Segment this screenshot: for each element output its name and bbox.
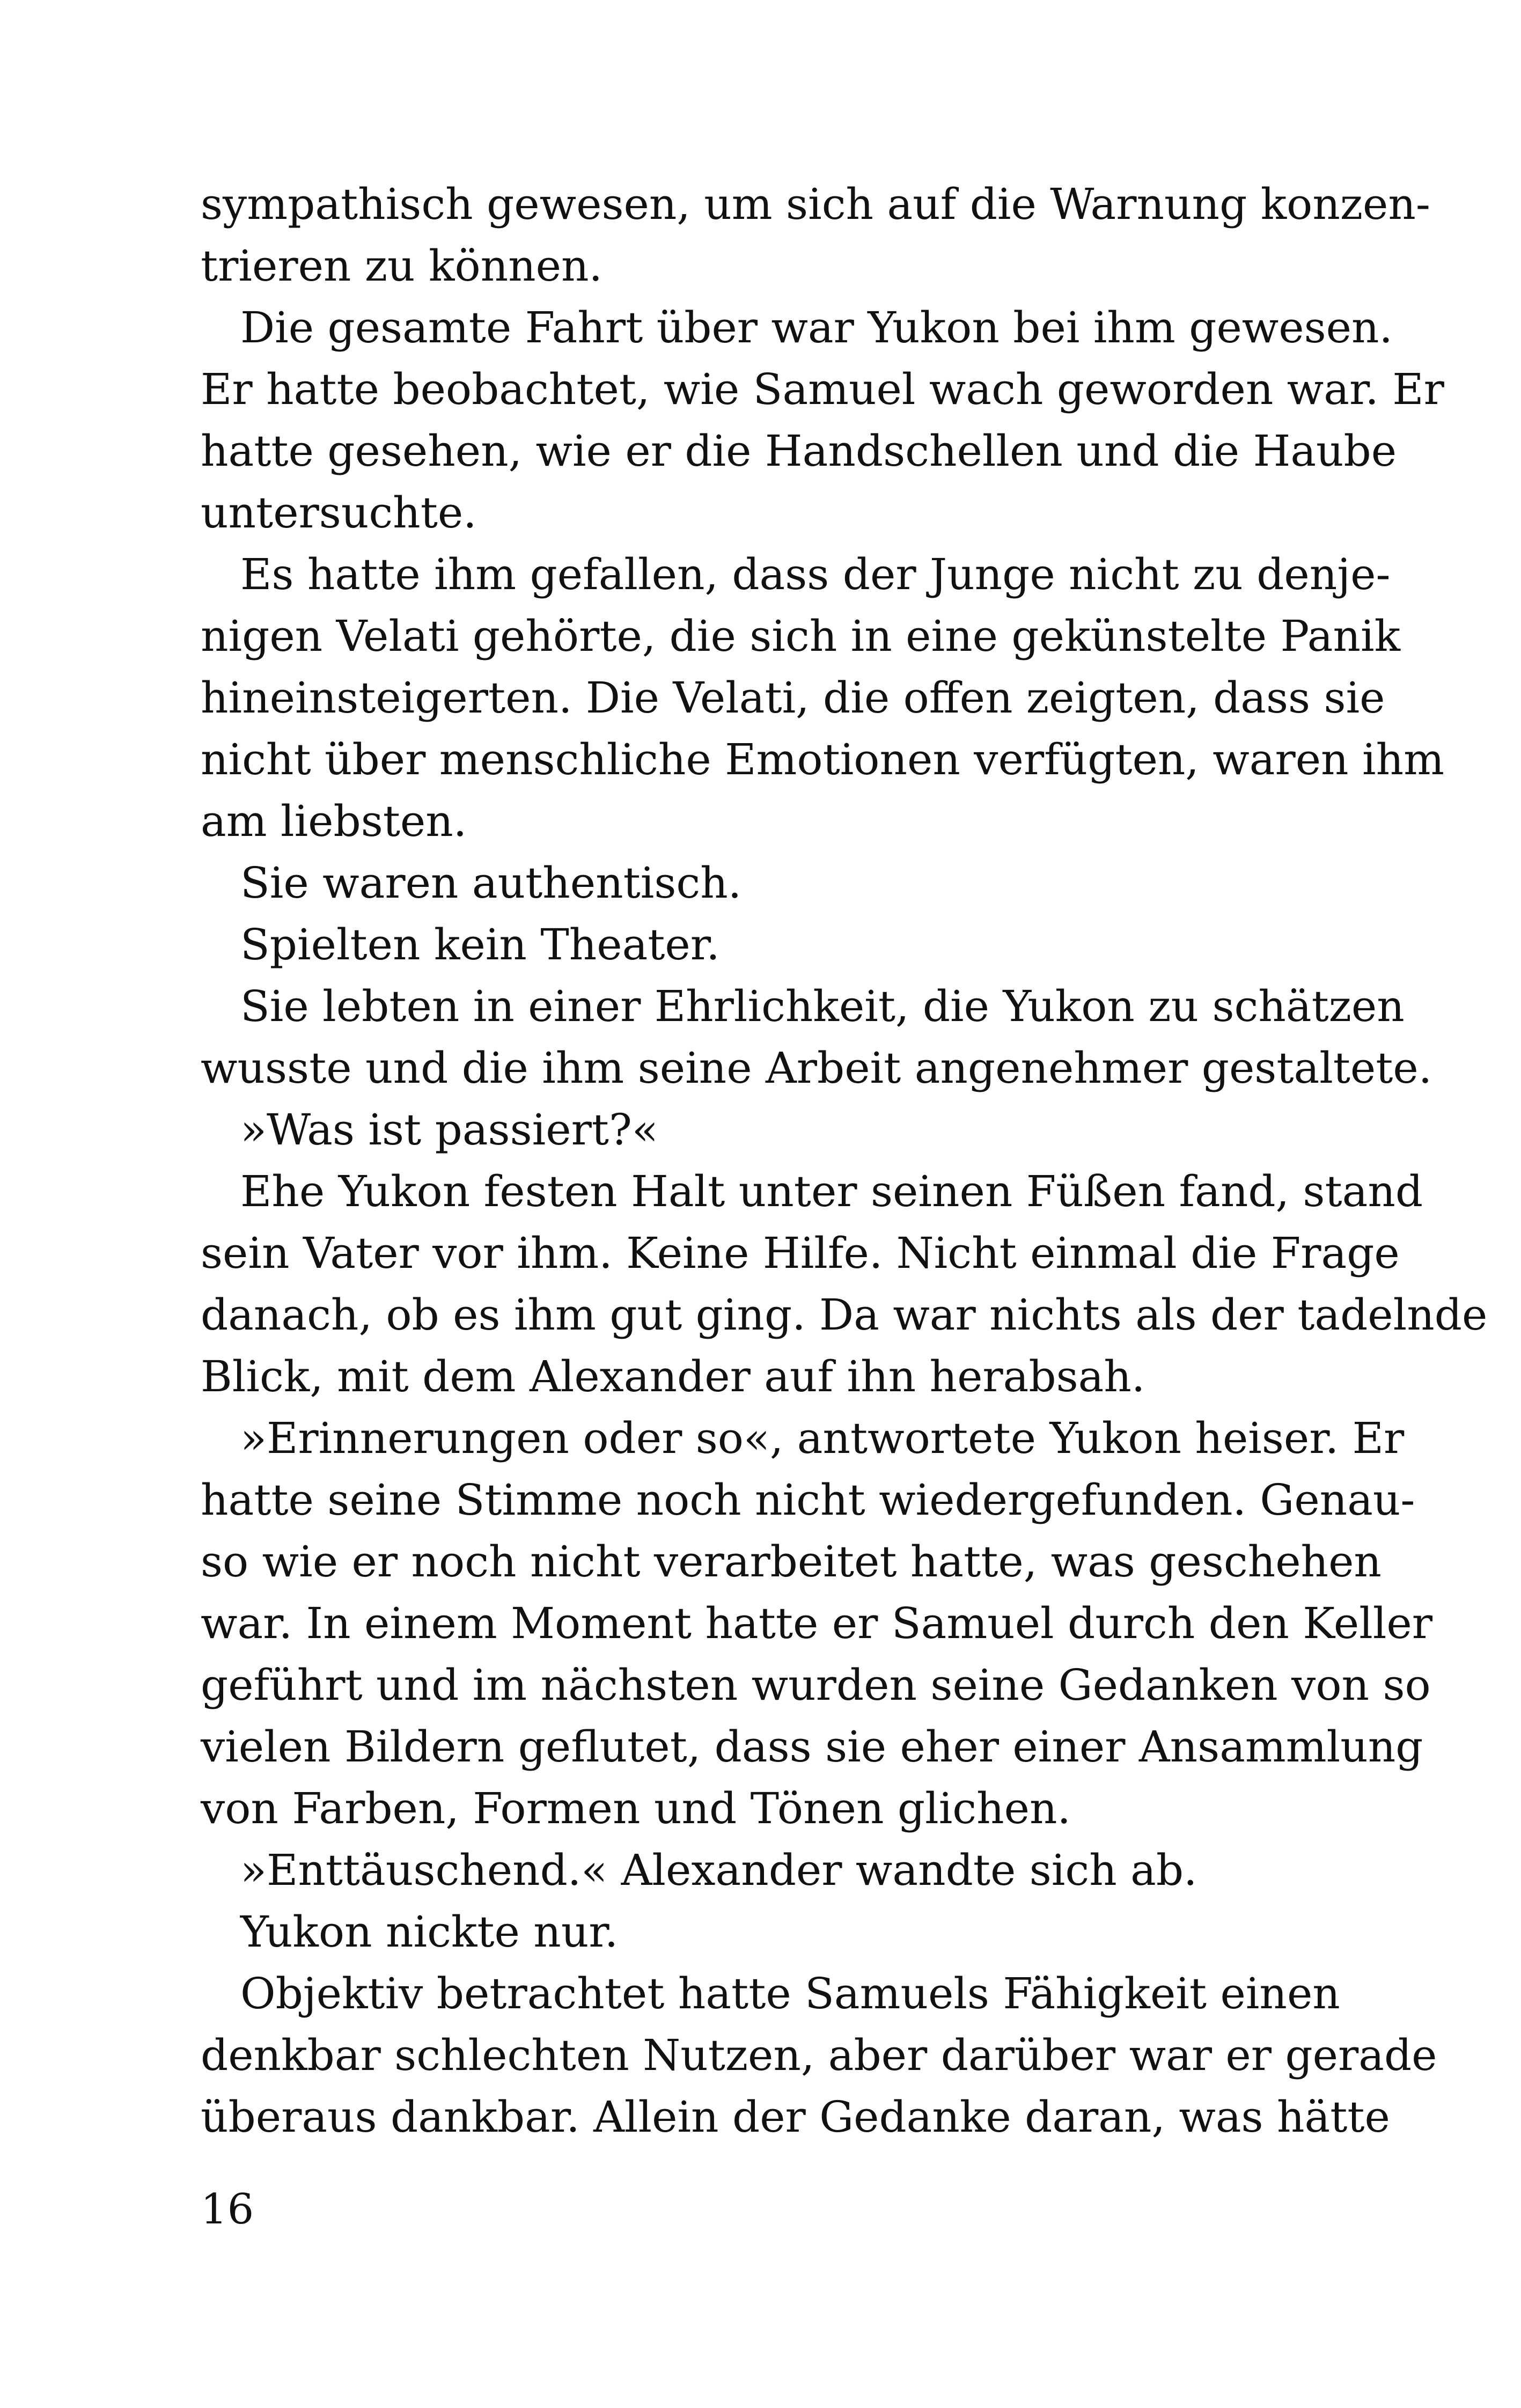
text-line: Die gesamte Fahrt über war Yukon bei ihm gewesen. — [240, 303, 1393, 353]
text-line: sympathisch gewesen, um sich auf die Warnung konzen- — [201, 179, 1430, 229]
text-line: »Erinnerungen oder so«, antwortete Yukon heiser. Er — [240, 1413, 1405, 1463]
text-line: hineinsteigerten. Die Velati, die offen zeigten, dass sie — [201, 673, 1385, 723]
text-line: Objektiv betrachtet hatte Samuels Fähigkeit einen — [240, 1969, 1340, 2018]
text-line: nicht über menschliche Emotionen verfügten, waren ihm — [201, 735, 1444, 784]
text-line: »Enttäuschend.« Alexander wandte sich ab. — [240, 1845, 1197, 1895]
text-line: hatte seine Stimme noch nicht wiedergefunden. Genau- — [201, 1475, 1415, 1525]
text-line: wusste und die ihm seine Arbeit angenehmer gestaltete. — [201, 1043, 1432, 1093]
text-line: Ehe Yukon festen Halt unter seinen Füßen fand, stand — [240, 1166, 1423, 1216]
text-line: »Was ist passiert?« — [240, 1105, 658, 1155]
text-line: denkbar schlechten Nutzen, aber darüber war er gerade — [201, 2030, 1437, 2080]
text-line: Sie lebten in einer Ehrlichkeit, die Yukon zu schätzen — [240, 981, 1405, 1031]
body-text — [201, 173, 1488, 2148]
text-line: Er hatte beobachtet, wie Samuel wach geworden war. Er — [201, 364, 1444, 414]
text-line: Blick, mit dem Alexander auf ihn herabsah. — [201, 1352, 1145, 1401]
text-line: untersuchte. — [201, 488, 477, 538]
text-line: war. In einem Moment hatte er Samuel durch den Keller — [201, 1598, 1433, 1648]
text-line: Yukon nickte nur. — [240, 1907, 619, 1957]
text-line: überaus dankbar. Allein der Gedanke daran, was hätte — [201, 2092, 1390, 2142]
text-line: trieren zu können. — [201, 241, 602, 291]
text-line: hatte gesehen, wie er die Handschellen und die Haube — [201, 426, 1397, 476]
text-line: danach, ob es ihm gut ging. Da war nichts als der tadelnde — [201, 1290, 1488, 1340]
text-line: Spielten kein Theater. — [240, 920, 720, 970]
text-line: geführt und im nächsten wurden seine Gedanken von so — [201, 1660, 1431, 1710]
text-line: Sie waren authentisch. — [240, 858, 742, 908]
text-line: sein Vater vor ihm. Keine Hilfe. Nicht einmal die Frage — [201, 1228, 1400, 1278]
text-line: von Farben, Formen und Tönen glichen. — [201, 1783, 1071, 1833]
text-line: am liebsten. — [201, 796, 467, 846]
text-line: vielen Bildern geflutet, dass sie eher einer Ansammlung — [201, 1722, 1423, 1772]
text-line: nigen Velati gehörte, die sich in eine gekünstelte Panik — [201, 611, 1401, 661]
text-line: so wie er noch nicht verarbeitet hatte, was geschehen — [201, 1537, 1382, 1587]
text-line: Es hatte ihm gefallen, dass der Junge nicht zu denje- — [240, 549, 1391, 599]
page-number: 16 — [201, 2185, 254, 2234]
